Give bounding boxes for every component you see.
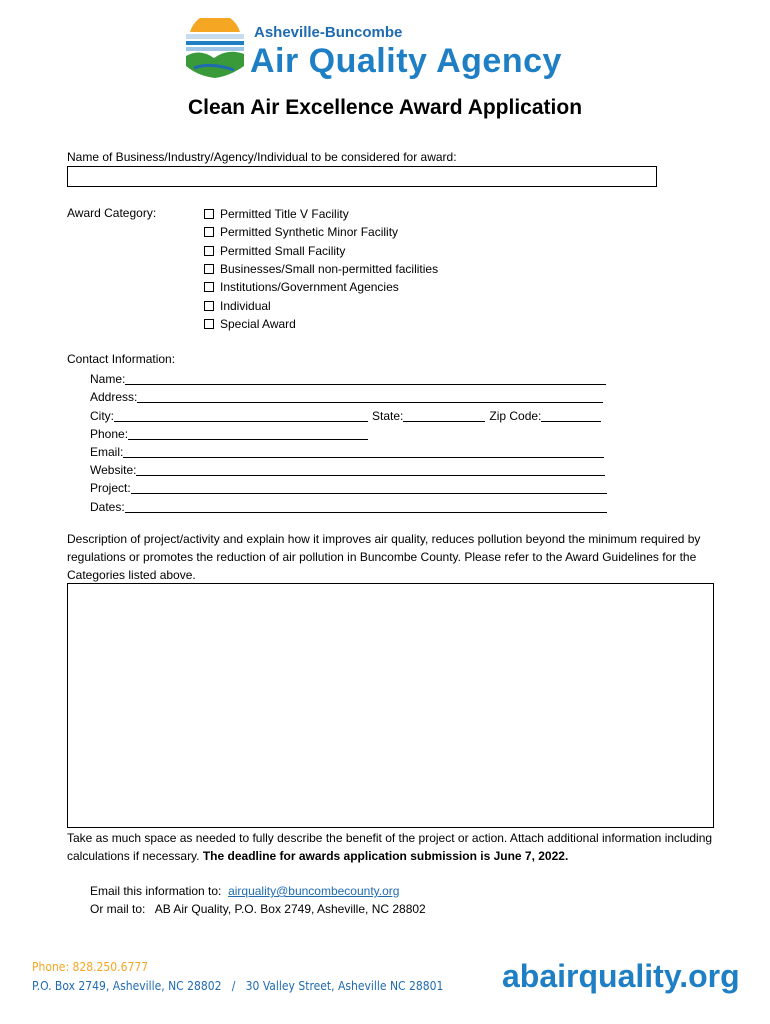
mail-line	[90, 900, 426, 918]
mail-label: Or mail to:	[90, 902, 146, 916]
logo-emblem-icon	[184, 18, 246, 80]
footer-phone: 828.250.6777	[72, 960, 149, 974]
contact-phone-field[interactable]	[128, 427, 368, 440]
award-category-label: Award Category:	[67, 206, 157, 220]
email-label: Email this information to:	[90, 884, 222, 898]
contact-fields	[90, 370, 607, 516]
contact-email-field[interactable]	[123, 445, 604, 458]
contact-phone-row	[90, 425, 607, 443]
contact-city-label: City:	[90, 408, 114, 423]
footer-phone-label: Phone:	[32, 960, 70, 974]
logo-name: Air Quality Agency	[250, 42, 562, 80]
instructions-text: Take as much space as needed to fully describe the benefit of the project or action. Attach additional information including calculations if necessary.	[67, 831, 713, 863]
contact-dates-field[interactable]	[125, 500, 607, 513]
footer-phone-line	[32, 958, 443, 977]
checkbox-icon[interactable]	[204, 301, 214, 311]
contact-project-row	[90, 479, 607, 497]
category-option[interactable]	[204, 296, 438, 314]
contact-city-row	[90, 406, 607, 424]
contact-project-field[interactable]	[131, 481, 607, 494]
category-option[interactable]	[204, 205, 438, 223]
contact-state-label: State:	[372, 408, 404, 423]
category-option[interactable]	[204, 242, 438, 260]
contact-name-field[interactable]	[125, 372, 606, 385]
category-option[interactable]	[204, 260, 438, 278]
contact-address-label: Address:	[90, 390, 138, 405]
contact-zip-field[interactable]	[541, 409, 601, 422]
contact-heading: Contact Information:	[67, 352, 176, 366]
contact-dates-row	[90, 497, 607, 515]
contact-dates-label: Dates:	[90, 499, 125, 514]
instructions	[67, 829, 727, 865]
category-label: Permitted Synthetic Minor Facility	[220, 225, 399, 240]
contact-zip-label: Zip Code:	[489, 408, 542, 423]
submission-info	[90, 882, 426, 918]
nominee-name-field[interactable]	[67, 166, 657, 187]
contact-website-row	[90, 461, 607, 479]
footer-address: P.O. Box 2749, Asheville, NC 28802 / 30 Valley Street, Asheville NC 28801	[32, 979, 444, 993]
contact-email-label: Email:	[90, 444, 124, 459]
contact-website-field[interactable]	[136, 463, 605, 476]
contact-address-row	[90, 388, 607, 406]
footer-website[interactable]: abairquality.org	[502, 958, 740, 994]
contact-city-field[interactable]	[114, 409, 368, 422]
contact-address-field[interactable]	[137, 390, 603, 403]
category-label: Individual	[220, 298, 271, 313]
agency-logo	[184, 18, 604, 88]
checkbox-icon[interactable]	[204, 227, 214, 237]
checkbox-icon[interactable]	[204, 282, 214, 292]
deadline-text: The deadline for awards application submission is June 7, 2022.	[202, 849, 569, 863]
contact-name-row	[90, 370, 607, 388]
contact-website-label: Website:	[90, 463, 137, 478]
footer-contact	[32, 958, 443, 996]
category-label: Institutions/Government Agencies	[220, 280, 399, 295]
category-label: Special Award	[220, 316, 296, 331]
category-option[interactable]	[204, 315, 438, 333]
contact-state-field[interactable]	[403, 409, 485, 422]
category-option[interactable]	[204, 278, 438, 296]
page-title: Clean Air Excellence Award Application	[187, 96, 583, 119]
category-label: Permitted Small Facility	[220, 243, 346, 258]
award-category-options	[204, 205, 438, 333]
checkbox-icon[interactable]	[204, 209, 214, 219]
checkbox-icon[interactable]	[204, 246, 214, 256]
logo-subtitle: Asheville-Buncombe	[254, 24, 403, 41]
email-line	[90, 882, 426, 900]
name-prompt: Name of Business/Industry/Agency/Individual to be considered for award:	[67, 150, 457, 164]
mail-address: AB Air Quality, P.O. Box 2749, Asheville, NC 28802	[154, 902, 426, 916]
description-prompt: Description of project/activity and explain how it improves air quality, reduces pollution beyond the minimum required by regulations or promotes the reduction of air pollution in Buncombe County. Please refer to the Award Guidelines for the Categories listed above.	[67, 532, 701, 582]
checkbox-icon[interactable]	[204, 264, 214, 274]
category-option[interactable]	[204, 223, 438, 241]
contact-project-label: Project:	[90, 481, 131, 496]
contact-email-row	[90, 443, 607, 461]
checkbox-icon[interactable]	[204, 319, 214, 329]
contact-name-label: Name:	[90, 372, 126, 387]
category-label: Businesses/Small non-permitted facilities	[220, 262, 439, 277]
contact-phone-label: Phone:	[90, 426, 129, 441]
category-label: Permitted Title V Facility	[220, 207, 349, 222]
description-field[interactable]	[67, 583, 714, 828]
email-link[interactable]: airquality@buncombecounty.org	[228, 884, 400, 898]
